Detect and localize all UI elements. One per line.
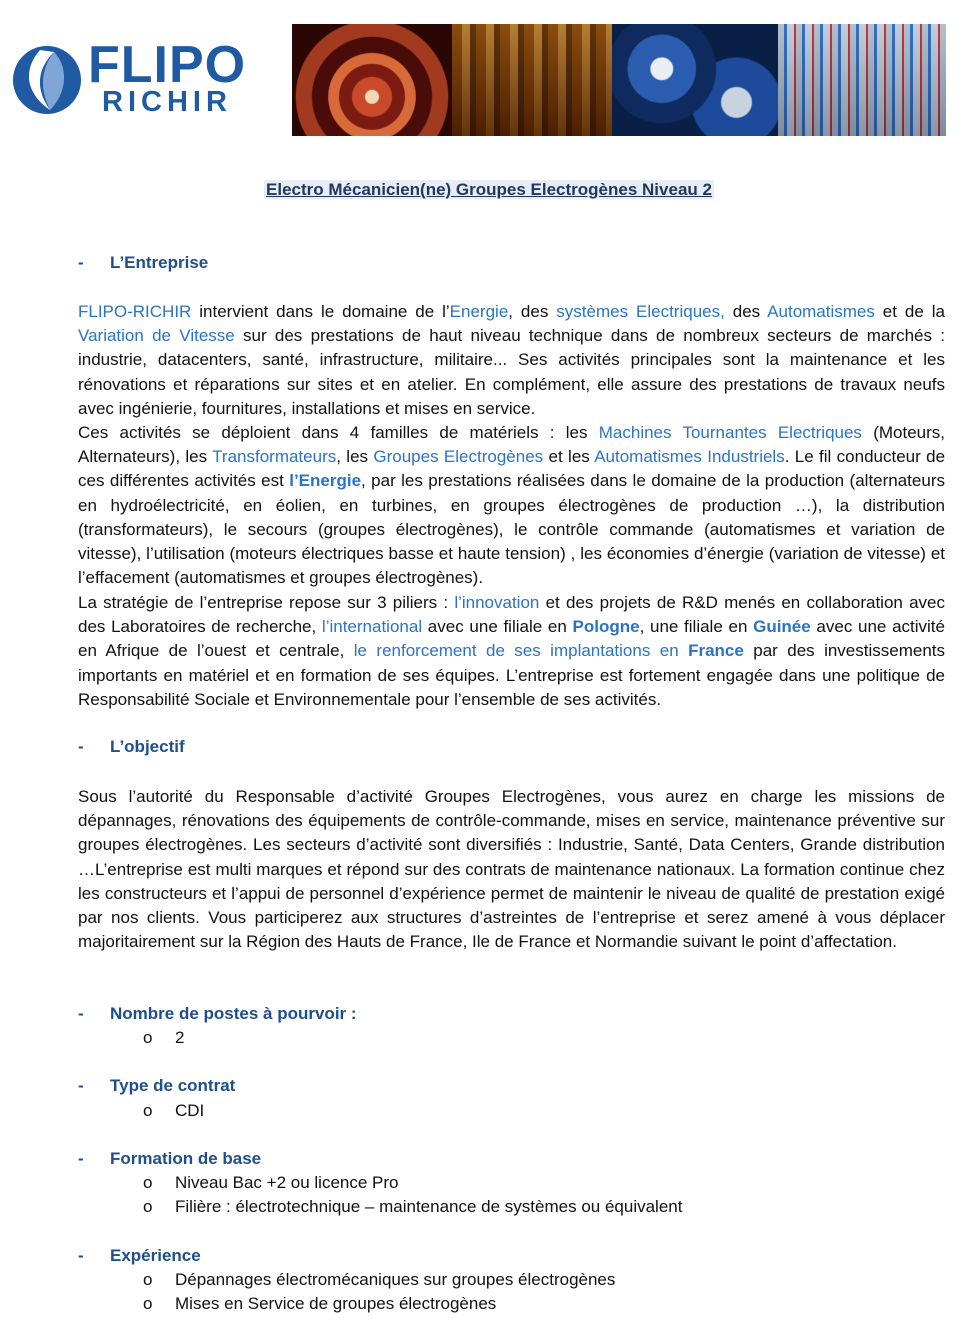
entreprise-paragraph-3: La stratégie de l’entreprise repose sur 3 piliers : l’innovation et des projets de R&D menés en collaboration avec des Laboratoires de recherche, l’international avec une filiale en Pologne, une filiale en Guinée avec une activité en Afrique de l’ouest et centrale, le renforcement de ses implantations en France par des investissements importants en matériel et en formation de ses équipes. L’entreprise est fortement engagée dans une politique de Responsabilité Sociale et Environnementale pour l’ensemble de ses activités. xyxy=(78,593,946,709)
logo-text-flipo: FLIPO xyxy=(88,36,247,94)
list-item: o Filière : électrotechnique – maintenance de systèmes ou équivalent xyxy=(143,1197,683,1216)
banner-photo-control-cabinet xyxy=(778,24,946,136)
list-item: o Niveau Bac +2 ou licence Pro xyxy=(143,1173,399,1192)
company-logo xyxy=(10,36,260,118)
section-heading-postes: - Nombre de postes à pourvoir : xyxy=(78,1004,357,1023)
section-heading-experience: - Expérience xyxy=(78,1246,201,1265)
section-heading-contrat: - Type de contrat xyxy=(78,1076,236,1095)
entreprise-paragraph-1: FLIPO-RICHIR intervient dans le domaine de l’Energie, des systèmes Electriques, des Automatismes et de la Variation de Vitesse sur des prestations de haut niveau technique dans de nombreux secteurs de marchés : industrie, datacenters, santé, infrastructure, militaire... Ses activités principales sont la maintenance et les rénovations et réparations sur sites et en atelier. En complément, elle assure des prestations de travaux neufs avec ingénierie, fournitures, installations et mises en service. xyxy=(78,302,945,418)
job-title: Electro Mécanicien(ne) Groupes Electrogènes Niveau 2 xyxy=(266,180,712,199)
section-heading-formation: - Formation de base xyxy=(78,1149,262,1168)
list-item: o CDI xyxy=(143,1101,205,1120)
banner-photo-engine xyxy=(612,24,778,136)
logo-mark-icon xyxy=(10,44,84,116)
banner-photo-stator xyxy=(292,24,452,136)
bullet-marker-icon: o xyxy=(143,1173,153,1192)
bullet-marker-icon: o xyxy=(143,1101,153,1120)
bullet-marker-icon: o xyxy=(143,1294,153,1313)
list-item: o Mises en Service de groupes électrogènes xyxy=(143,1294,497,1313)
bullet-marker-icon: o xyxy=(143,1270,153,1289)
list-item: o 2 xyxy=(143,1028,185,1047)
list-item: o Dépannages électromécaniques sur groupes électrogènes xyxy=(143,1270,616,1289)
logo-text-richir: RICHIR xyxy=(102,86,232,118)
section-heading-entreprise: - L’Entreprise xyxy=(78,253,209,272)
section-heading-objectif: - L’objectif xyxy=(78,737,185,756)
bullet-marker-icon: o xyxy=(143,1197,153,1216)
bullet-marker-icon: o xyxy=(143,1028,153,1047)
header-photo-banner xyxy=(292,24,946,136)
banner-photo-transformer xyxy=(452,24,612,136)
objectif-paragraph: Sous l’autorité du Responsable d’activité Groupes Electrogènes, vous aurez en charge les missions de dépannages, rénovations des équipements de contrôle-commande, mises en service, maintenance préventive sur groupes électrogènes. Les secteurs d’activité sont diversifiés : Industrie, Santé, Data Centers, Grande distribution …L’entreprise est multi marques et répond sur des contrats de maintenance nationaux. La formation continue chez les constructeurs et l’appui de personnel d’expérience permet de maintenir le niveau de qualité de prestation exigé par nos clients. Vous participerez aux structures d’astreintes de l’entreprise et serez amené à vous déplacer majoritairement sur la Région des Hauts de France, Ile de France et Normandie suivant le point d’affectation. xyxy=(78,787,945,952)
entreprise-paragraph-2: Ces activités se déploient dans 4 familles de matériels : les Machines Tournantes Electriques (Moteurs, Alternateurs), les Transformateurs, les Groupes Electrogènes et les Automatismes Industriels. Le fil conducteur de ces différentes activités est l’Energie, par les prestations réalisées dans le domaine de la production (alternateurs en hydroélectricité, en éolien, en turbines, en groupes électrogènes de production …), la distribution (transformateurs), le secours (groupes électrogènes), le contrôle commande (automatismes et variation de vitesse), l’utilisation (moteurs électriques basse et haute tension) , les économies d’énergie (variation de vitesse) et l’effacement (automatismes et groupes électrogènes). xyxy=(78,423,946,588)
